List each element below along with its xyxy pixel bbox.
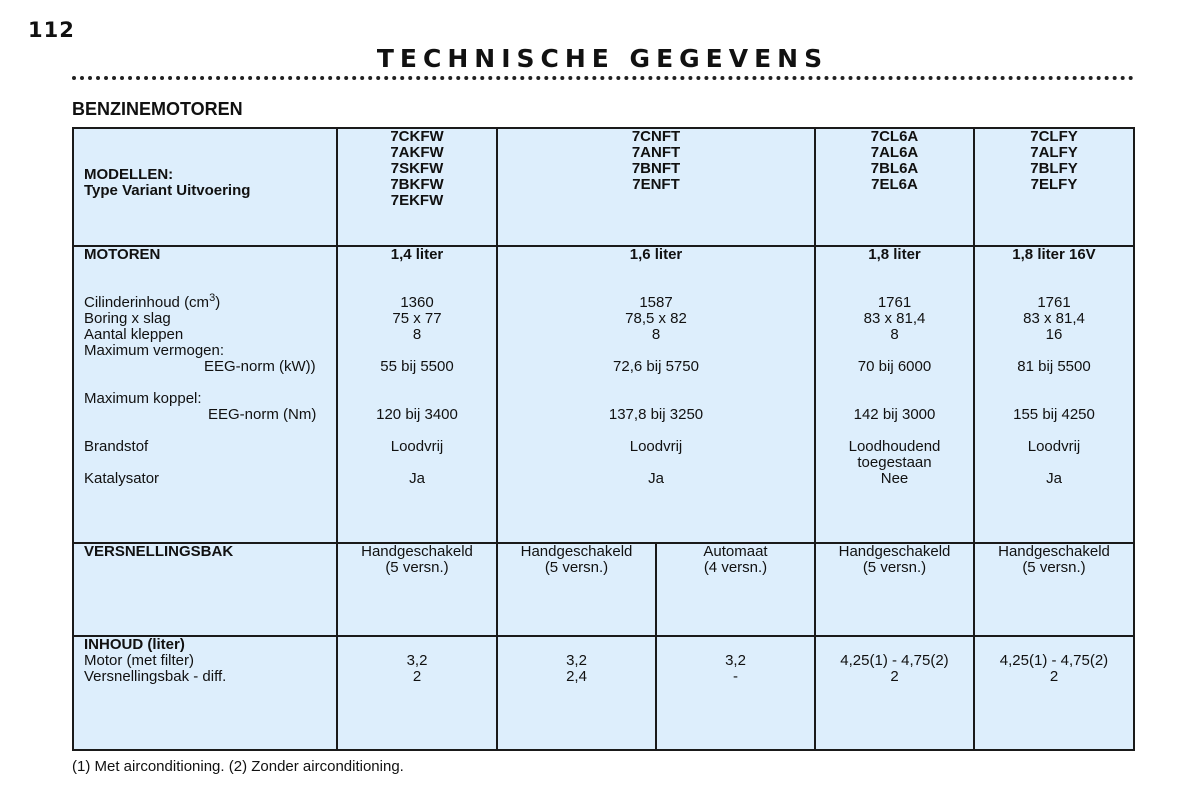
models-cell-2 — [497, 128, 815, 246]
model-code: 7ANFT — [631, 144, 681, 161]
power-value: 55 bij 5500 — [380, 358, 454, 375]
models-cell-1 — [337, 128, 497, 246]
torque-value: 155 bij 4250 — [1013, 406, 1095, 423]
models-label: MODELLEN: — [84, 166, 174, 183]
model-code: 7ALFY — [1030, 144, 1078, 161]
capacity-cell-1 — [337, 636, 497, 750]
motor-oil-label: Motor (met filter) — [84, 652, 195, 669]
engine-cell-2 — [497, 246, 815, 543]
model-code: 7AL6A — [870, 144, 919, 161]
model-code: 7BLFY — [1030, 160, 1078, 177]
gearbox-type: Handgeschakeld — [361, 543, 473, 560]
displacement-label: Cilinderinhoud $(cm^3)$ — [84, 292, 221, 311]
dotted-divider — [72, 76, 1134, 80]
fuel-value: Loodhoudend — [848, 438, 941, 455]
engine-cell-4 — [974, 246, 1134, 543]
model-code: 7BNFT — [631, 160, 681, 177]
bore-stroke-label: Boring x slag — [84, 310, 171, 327]
gearbox-cell-2 — [497, 543, 656, 636]
power-label: Maximum vermogen: — [84, 342, 225, 359]
engine-cell-3 — [815, 246, 974, 543]
models-sublabel: Type Variant Uitvoering — [84, 182, 251, 199]
bore-stroke-value: 78,5 x 82 — [625, 310, 687, 327]
torque-norm-label: EEG-norm (Nm) — [208, 406, 317, 423]
gearbox-oil-value: 2 — [890, 668, 899, 685]
fuel-value-line2: toegestaan — [857, 454, 932, 471]
displacement-value: 1761 — [1037, 294, 1071, 311]
engine-size: 1,8 liter 16V — [1012, 246, 1096, 263]
catalyst-value: Ja — [409, 470, 425, 487]
gearbox-type: Automaat — [703, 543, 768, 560]
models-label-cell — [73, 128, 337, 246]
power-norm-label: EEG-norm (kW)) — [204, 358, 316, 375]
capacity-cell-3 — [656, 636, 815, 750]
gearbox-speeds: (5 versn.) — [544, 559, 609, 576]
model-code: 7CKFW — [390, 128, 444, 145]
valves-value: 8 — [890, 326, 899, 343]
motor-oil-value: 3,2 — [566, 652, 587, 669]
catalyst-label: Katalysator — [84, 470, 160, 487]
models-cell-3 — [815, 128, 974, 246]
power-value: 81 bij 5500 — [1017, 358, 1091, 375]
model-code: 7AKFW — [390, 144, 444, 161]
engine-size: 1,8 liter — [868, 246, 921, 263]
model-code: 7BKFW — [390, 176, 444, 193]
motor-oil-value: 4,25(1) - 4,75(2) — [840, 652, 949, 669]
fuel-value: Loodvrij — [1027, 438, 1081, 455]
model-code: 7ELFY — [1030, 176, 1078, 193]
displacement-value: 1761 — [877, 294, 912, 311]
fuel-label: Brandstof — [84, 438, 149, 455]
capacity-cell-5 — [974, 636, 1134, 750]
model-code: 7SKFW — [390, 160, 444, 177]
catalyst-value: Ja — [648, 470, 664, 487]
catalyst-value: Ja — [1046, 470, 1062, 487]
gearbox-row — [73, 543, 1134, 636]
models-row — [73, 128, 1134, 246]
gearbox-cell-3 — [656, 543, 815, 636]
gearbox-speeds: (5 versn.) — [1022, 559, 1086, 576]
gearbox-cell-1 — [337, 543, 497, 636]
gearbox-oil-value: 2 — [1049, 668, 1059, 685]
gearbox-speeds: (5 versn.) — [862, 559, 927, 576]
torque-label: Maximum koppel: — [84, 390, 202, 407]
page-title: TECHNISCHE GEGEVENS — [376, 44, 829, 73]
displacement-value: 1587 — [639, 294, 673, 311]
engine-label-cell — [73, 246, 337, 543]
footnote: (1) Met airconditioning. (2) Zonder airconditioning. — [72, 758, 404, 775]
motor-oil-value: 3,2 — [725, 652, 746, 669]
motor-oil-value: 4,25(1) - 4,75(2) — [999, 652, 1109, 669]
bore-stroke-value: 75 x 77 — [392, 310, 442, 327]
gearbox-oil-value: 2,4 — [566, 668, 587, 685]
bore-stroke-value: 83 x 81,4 — [863, 310, 926, 327]
gearbox-type: Handgeschakeld — [520, 543, 633, 560]
valves-value: 8 — [651, 326, 661, 343]
engine-heading: MOTOREN — [84, 246, 161, 263]
power-value: 70 bij 6000 — [857, 358, 932, 375]
model-code: 7EKFW — [390, 192, 444, 209]
model-code: 7CL6A — [870, 128, 919, 145]
models-cell-4 — [974, 128, 1134, 246]
gearbox-type: Handgeschakeld — [998, 543, 1110, 560]
gearbox-type: Handgeschakeld — [838, 543, 951, 560]
engine-size: 1,4 liter — [390, 246, 444, 263]
gearbox-oil-label: Versnellingsbak - diff. — [84, 668, 227, 685]
displacement-value: 1360 — [400, 294, 434, 311]
specifications-table — [72, 127, 1135, 751]
gearbox-oil-value: 2 — [412, 668, 422, 685]
valves-value: 16 — [1045, 326, 1063, 343]
fuel-value: Loodvrij — [629, 438, 683, 455]
gearbox-oil-value: - — [733, 668, 738, 685]
model-code: 7CNFT — [631, 128, 681, 145]
capacity-label-cell — [73, 636, 337, 750]
section-heading: BENZINEMOTOREN — [72, 99, 243, 119]
valves-value: 8 — [412, 326, 422, 343]
model-code: 7BL6A — [870, 160, 919, 177]
gearbox-speeds: (4 versn.) — [703, 559, 768, 576]
capacity-cell-2 — [497, 636, 656, 750]
catalyst-value: Nee — [880, 470, 909, 487]
engine-cell-1 — [337, 246, 497, 543]
engine-row — [73, 246, 1134, 543]
engine-size: 1,6 liter — [629, 246, 683, 263]
power-value: 72,6 bij 5750 — [613, 358, 699, 375]
capacity-row — [73, 636, 1134, 750]
gearbox-cell-5 — [974, 543, 1134, 636]
model-code: 7EL6A — [871, 176, 918, 193]
gearbox-label-cell — [73, 543, 337, 636]
fuel-value: Loodvrij — [390, 438, 444, 455]
gearbox-heading: VERSNELLINGSBAK — [84, 543, 234, 560]
capacity-heading: INHOUD (liter) — [84, 636, 185, 653]
model-code: 7ENFT — [632, 176, 680, 193]
motor-oil-value: 3,2 — [406, 652, 428, 669]
bore-stroke-value: 83 x 81,4 — [1023, 310, 1085, 327]
torque-value: 142 bij 3000 — [853, 406, 936, 423]
capacity-cell-4 — [815, 636, 974, 750]
torque-value: 120 bij 3400 — [376, 406, 458, 423]
gearbox-cell-4 — [815, 543, 974, 636]
gearbox-speeds: (5 versn.) — [385, 559, 449, 576]
torque-value: 137,8 bij 3250 — [608, 406, 704, 423]
page-number: 112 — [28, 18, 75, 42]
valves-label: Aantal kleppen — [84, 326, 184, 343]
model-code: 7CLFY — [1030, 128, 1078, 145]
